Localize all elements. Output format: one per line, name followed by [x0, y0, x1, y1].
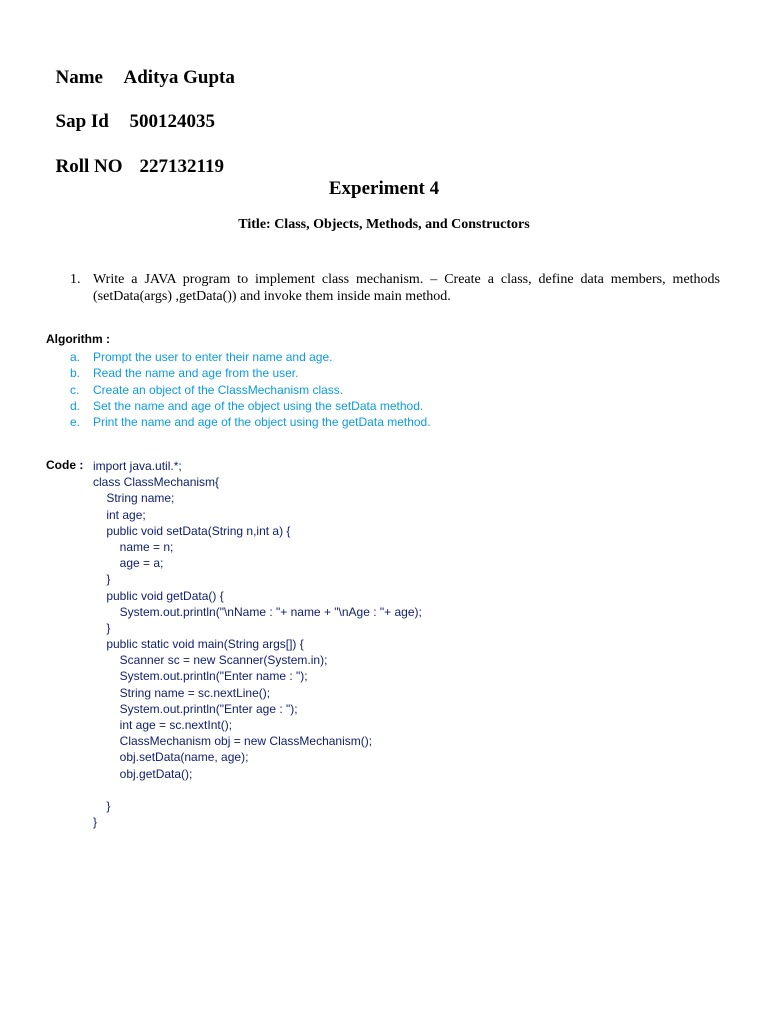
student-name-line	[46, 45, 235, 89]
step-marker: d.	[70, 398, 81, 413]
step-marker: b.	[70, 366, 81, 381]
code-line: }	[93, 620, 111, 635]
algorithm-step	[70, 349, 431, 365]
question-text: Write a JAVA program to implement class mechanism. – Create a class, define data members, methods (setData(args) ,getData()) and invoke them inside main method.	[93, 272, 720, 304]
code-line: }	[93, 815, 98, 830]
step-marker: e.	[70, 415, 81, 430]
question-number: 1.	[70, 272, 81, 287]
sap-id-value: 500124035	[129, 111, 215, 132]
code-line: String name = sc.nextLine();	[93, 685, 271, 700]
code-line: ClassMechanism obj = new ClassMechanism();	[93, 734, 373, 749]
roll-no-value: 227132119	[139, 156, 224, 177]
code-line	[93, 782, 422, 798]
code-line: public void setData(String n,int a) {	[93, 523, 291, 538]
sap-id-label: Sap Id	[55, 111, 109, 132]
step-marker: c.	[70, 382, 80, 397]
algorithm-step	[70, 365, 431, 381]
code-line: int age;	[93, 507, 146, 522]
algorithm-step	[70, 398, 431, 414]
roll-no-line	[46, 134, 224, 178]
name-label: Name	[55, 67, 103, 88]
experiment-heading: Experiment 4	[328, 178, 440, 199]
algorithm-step	[70, 382, 431, 398]
question-item	[70, 271, 720, 305]
name-value: Aditya Gupta	[123, 67, 235, 88]
code-line: Scanner sc = new Scanner(System.in);	[93, 653, 328, 668]
algorithm-label: Algorithm :	[46, 332, 110, 346]
code-line: import java.util.*;	[93, 459, 182, 473]
step-marker: a.	[70, 350, 81, 364]
sap-id-line	[46, 89, 215, 133]
code-line: }	[93, 572, 111, 587]
code-line: System.out.println("\nName : "+ name + "\nAge : "+ age);	[93, 604, 422, 619]
code-line: name = n;	[93, 539, 174, 554]
code-line: }	[93, 798, 111, 813]
code-line: public void getData() {	[93, 588, 224, 603]
code-line: int age = sc.nextInt();	[93, 718, 233, 732]
step-text: Set the name and age of the object using the setData method.	[93, 398, 424, 413]
code-line: class ClassMechanism{	[93, 475, 220, 490]
algorithm-steps	[70, 349, 431, 430]
step-text: Prompt the user to enter their name and age.	[93, 350, 333, 364]
code-label: Code :	[46, 458, 84, 472]
code-line: System.out.println("Enter name : ");	[93, 669, 308, 684]
code-line: String name;	[93, 491, 175, 506]
step-text: Read the name and age from the user.	[93, 366, 299, 381]
step-text: Print the name and age of the object using the getData method.	[93, 415, 431, 430]
code-line: obj.setData(name, age);	[93, 750, 249, 765]
code-line: obj.getData();	[93, 766, 193, 781]
step-text: Create an object of the ClassMechanism class.	[93, 382, 344, 397]
code-line: System.out.println("Enter age : ");	[93, 701, 298, 716]
code-block	[93, 458, 422, 830]
algorithm-step	[70, 414, 431, 430]
roll-no-label: Roll NO	[55, 156, 123, 177]
experiment-title: Title: Class, Objects, Methods, and Constructors	[238, 217, 530, 232]
code-line: age = a;	[93, 556, 164, 571]
code-line: public static void main(String args[]) {	[93, 637, 304, 652]
